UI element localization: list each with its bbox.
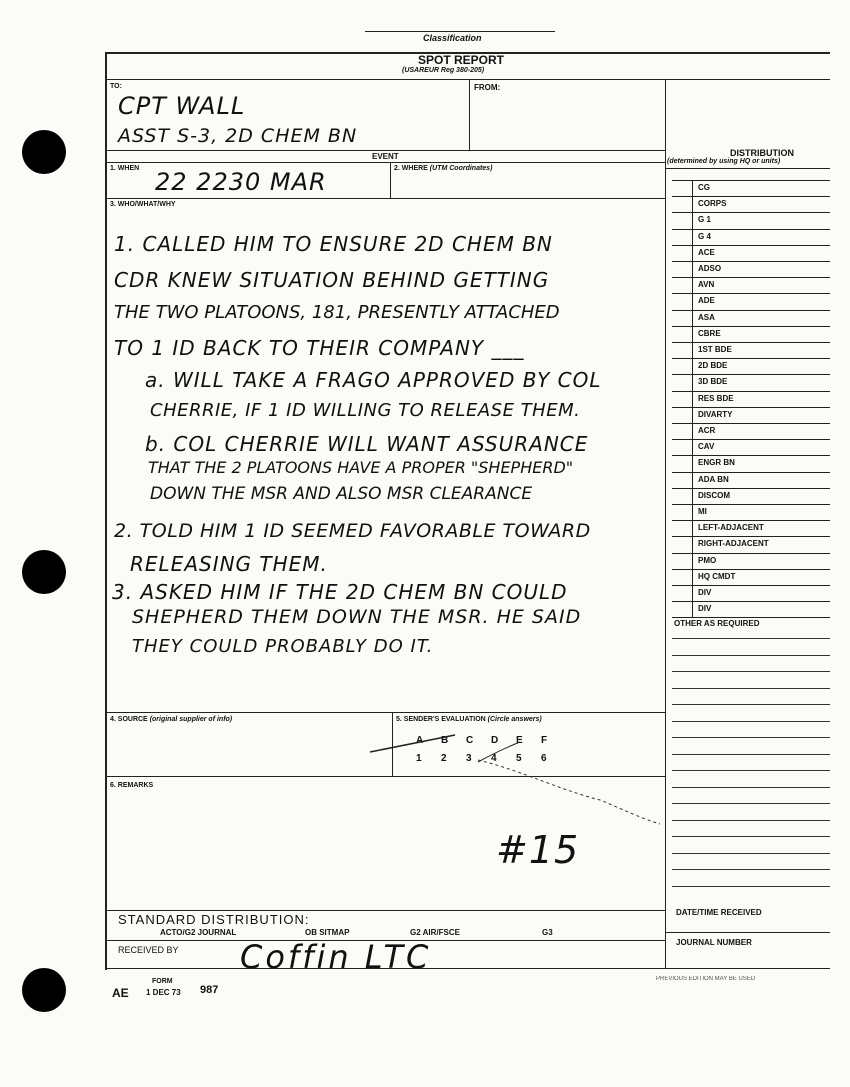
narrative-line: CDR KNEW SITUATION BEHIND GETTING	[114, 268, 550, 292]
distribution-item: 3D BDE	[698, 377, 728, 387]
other-as-required-label: OTHER AS REQUIRED	[674, 619, 760, 628]
to-label: TO:	[110, 83, 122, 90]
narrative-line: b. COL CHERRIE WILL WANT ASSURANCE	[145, 432, 589, 456]
to-line-2: ASST S-3, 2D CHEM BN	[118, 125, 358, 147]
standard-item: G3	[542, 928, 553, 937]
narrative-line: a. WILL TAKE A FRAGO APPROVED BY COL	[145, 368, 602, 392]
evaluation-number: 5	[516, 753, 522, 764]
distribution-subtitle: (determined by using HQ or units)	[667, 158, 781, 165]
distribution-title: DISTRIBUTION	[730, 148, 794, 158]
distribution-item: 2D BDE	[698, 361, 728, 371]
distribution-item: ADA BN	[698, 474, 729, 484]
distribution-item: RES BDE	[698, 393, 734, 403]
distribution-item: 1ST BDE	[698, 345, 732, 354]
distribution-item: ADSO	[698, 264, 722, 273]
remarks-note: #15	[496, 828, 580, 872]
evaluation-letter: F	[541, 735, 548, 746]
form-title: SPOT REPORT	[418, 53, 505, 67]
from-label: FROM:	[474, 83, 501, 92]
footer-ae: AE	[112, 986, 129, 1000]
to-line-1: CPT WALL	[118, 92, 246, 120]
footer-form-number: 987	[200, 984, 219, 996]
evaluation-label: 5. SENDER'S EVALUATION (Circle answers)	[396, 716, 542, 723]
distribution-item: DIV	[698, 588, 712, 597]
distribution-item: CG	[698, 183, 710, 192]
distribution-item: ENGR BN	[698, 458, 735, 468]
distribution-item: CBRE	[698, 328, 721, 338]
distribution-item: ACR	[698, 426, 716, 435]
distribution-item: ADE	[698, 296, 715, 306]
evaluation-number: 1	[416, 753, 422, 764]
evaluation-number: 4	[491, 753, 497, 764]
regulation-label: (USAREUR Reg 380-205)	[402, 67, 485, 74]
narrative-line: THE TWO PLATOONS, 181, PRESENTLY ATTACHED	[114, 302, 560, 323]
footer-form-date: 1 DEC 73	[146, 988, 181, 997]
distribution-item: G 1	[698, 215, 711, 225]
who-what-why-label: 3. WHO/WHAT/WHY	[110, 201, 176, 208]
distribution-item: MI	[698, 507, 707, 516]
distribution-item: HQ CMDT	[698, 571, 736, 581]
evaluation-letter: A	[416, 735, 424, 746]
distribution-item: LEFT-ADJACENT	[698, 523, 764, 533]
distribution-item: CORPS	[698, 199, 727, 209]
evaluation-number: 6	[541, 753, 547, 764]
classification-label: Classification	[423, 33, 482, 43]
distribution-item: RIGHT-ADJACENT	[698, 539, 769, 549]
narrative-line: SHEPHERD THEM DOWN THE MSR. HE SAID	[132, 606, 582, 628]
journal-number-label: JOURNAL NUMBER	[676, 938, 752, 947]
standard-item: OB SITMAP	[305, 928, 350, 937]
narrative-line: THAT THE 2 PLATOONS HAVE A PROPER "SHEPHERD"	[148, 458, 574, 477]
remarks-label: 6. REMARKS	[110, 782, 154, 789]
distribution-item: CAV	[698, 442, 715, 452]
evaluation-letter: D	[491, 735, 499, 746]
standard-item: ACTO/G2 JOURNAL	[160, 928, 237, 937]
evaluation-letter: E	[516, 735, 523, 746]
standard-item: G2 AIR/FSCE	[410, 928, 460, 937]
distribution-item: ASA	[698, 312, 715, 322]
narrative-line: TO 1 ID BACK TO THEIR COMPANY ___	[114, 336, 525, 360]
distribution-item: AVN	[698, 280, 715, 290]
when-label: 1. WHEN	[110, 165, 140, 172]
evaluation-letter: B	[441, 735, 449, 746]
footer-previous-edition: PREVIOUS EDITION MAY BE USED	[656, 976, 756, 982]
distribution-item: DIVARTY	[698, 409, 733, 419]
narrative-line: DOWN THE MSR AND ALSO MSR CLEARANCE	[150, 484, 533, 504]
when-value: 22 2230 MAR	[155, 168, 327, 196]
narrative-line: 3. ASKED HIM IF THE 2D CHEM BN COULD	[112, 580, 568, 604]
date-time-received-label: DATE/TIME RECEIVED	[676, 908, 762, 917]
received-by-label: RECEIVED BY	[118, 945, 179, 955]
narrative-line: RELEASING THEM.	[130, 552, 328, 576]
standard-distribution-label: STANDARD DISTRIBUTION:	[118, 912, 310, 927]
narrative-line: 1. CALLED HIM TO ENSURE 2D CHEM BN	[114, 232, 553, 256]
where-label: 2. WHERE (UTM Coordinates)	[394, 165, 493, 172]
distribution-item: ACE	[698, 247, 715, 257]
event-label: EVENT	[372, 152, 399, 161]
received-signature: Coffin LTC	[240, 938, 432, 976]
narrative-line: THEY COULD PROBABLY DO IT.	[132, 636, 434, 657]
source-label: 4. SOURCE (original supplier of info)	[110, 716, 233, 723]
distribution-item: DIV	[698, 604, 712, 614]
evaluation-number: 2	[441, 753, 447, 764]
narrative-line: CHERRIE, IF 1 ID WILLING TO RELEASE THEM.	[150, 400, 581, 421]
distribution-item: G 4	[698, 231, 711, 241]
evaluation-letter: C	[466, 735, 474, 746]
footer-form-label: FORM	[152, 978, 173, 985]
distribution-item: PMO	[698, 555, 717, 565]
distribution-item: DISCOM	[698, 490, 730, 500]
evaluation-number: 3	[466, 753, 472, 764]
narrative-line: 2. TOLD HIM 1 ID SEEMED FAVORABLE TOWARD	[114, 520, 591, 542]
